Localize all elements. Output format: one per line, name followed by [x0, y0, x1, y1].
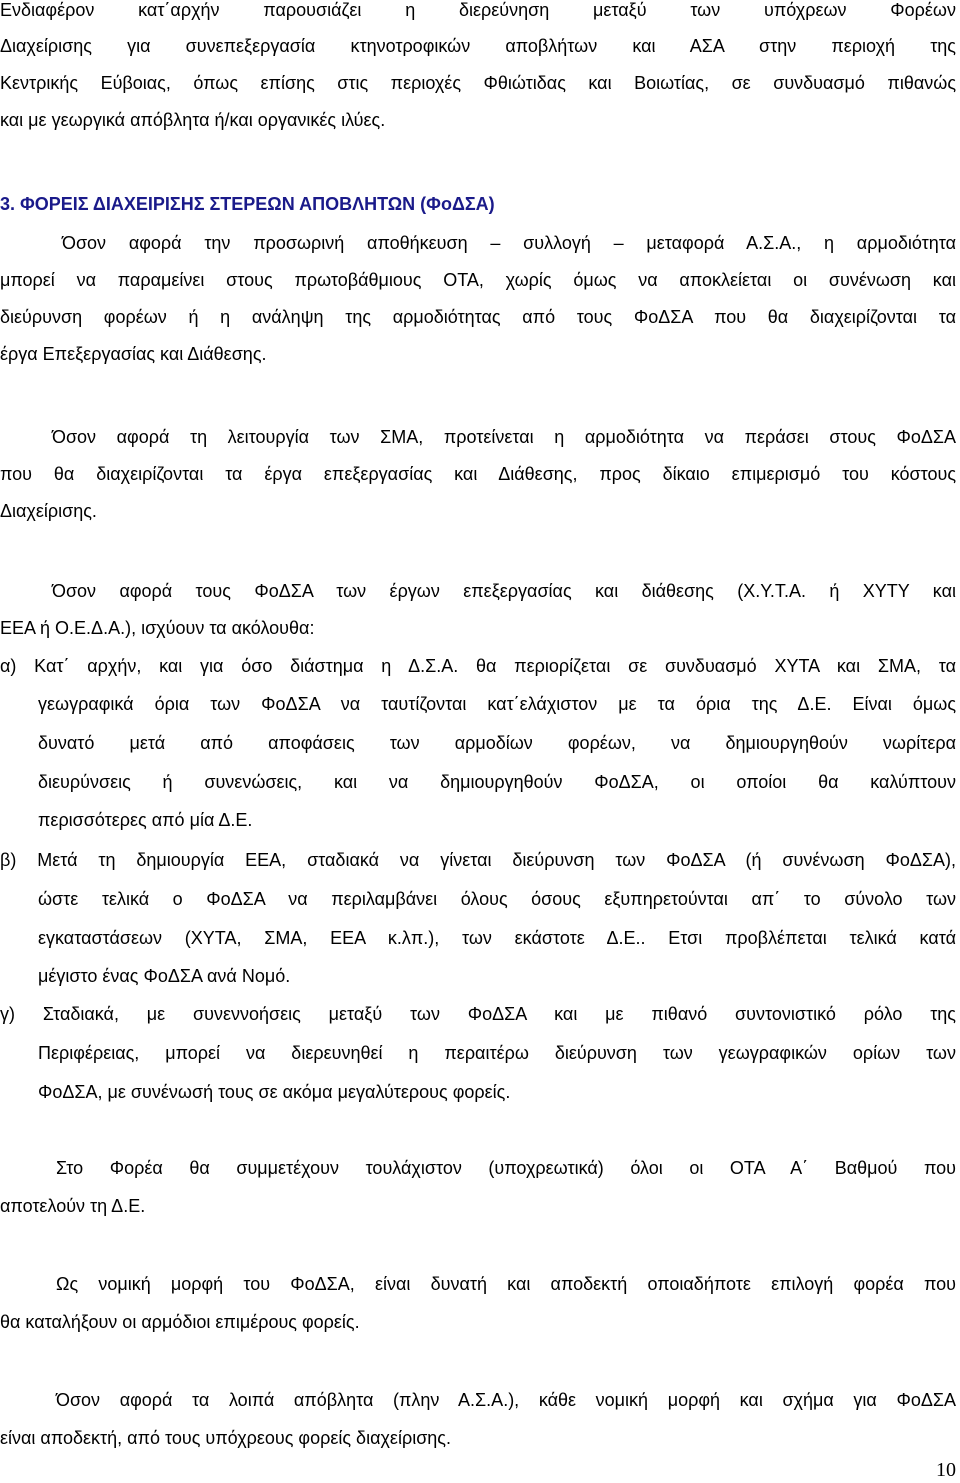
text-line: Περιφέρειας, μπορεί να διερευνηθεί η περαιτέρω διεύρυνση των γεωγραφικών ορίων των: [38, 1043, 956, 1063]
text-line: Ως νομική μορφή του ΦοΔΣΑ, είναι δυνατή και αποδεκτή οποιαδήποτε επιλογή φορέα που: [56, 1274, 956, 1294]
list-item-b: β) Μετά τη δημιουργία ΕΕΑ, σταδιακά να γίνεται διεύρυνση των ΦοΔΣΑ (ή συνένωση ΦοΔΣΑ),: [0, 850, 956, 870]
text-line: Όσον αφορά τη λειτουργία των ΣΜΑ, προτείνεται η αρμοδιότητα να περάσει στους ΦοΔΣΑ: [52, 427, 956, 447]
text-line: ώστε τελικά ο ΦοΔΣΑ να περιλαμβάνει όλους όσους εξυπηρετούνται απ΄ το σύνολο των: [38, 889, 956, 909]
page-number: 10: [936, 1459, 956, 1481]
text-line: ΦοΔΣΑ, με συνένωσή τους σε ακόμα μεγαλύτερους φορείς.: [38, 1082, 511, 1102]
text-line: διευρύνσεις ή συνενώσεις, και να δημιουργηθούν ΦοΔΣΑ, οι οποίοι θα καλύπτουν: [38, 772, 956, 792]
text-line: είναι αποδεκτή, από τους υπόχρεους φορείς διαχείρισης.: [0, 1428, 451, 1448]
section-heading: 3. ΦΟΡΕΙΣ ΔΙΑΧΕΙΡΙΣΗΣ ΣΤΕΡΕΩΝ ΑΠΟΒΛΗΤΩΝ (ΦοΔΣΑ): [0, 194, 495, 214]
text-line: μέγιστο ένας ΦοΔΣΑ ανά Νομό.: [38, 966, 291, 986]
text-line: ΕΕΑ ή Ο.Ε.Δ.Α.), ισχύουν τα ακόλουθα:: [0, 618, 315, 638]
text-line: Ενδιαφέρον κατ΄αρχήν παρουσιάζει η διερεύνηση μεταξύ των υπόχρεων Φορέων: [0, 0, 956, 20]
text-line: δυνατό μετά από αποφάσεις των αρμοδίων φορέων, να δημιουργηθούν νωρίτερα: [38, 733, 956, 753]
text-line: εγκαταστάσεων (ΧΥΤΑ, ΣΜΑ, ΕΕΑ κ.λπ.), των εκάστοτε Δ.Ε.. Ετσι προβλέπεται τελικά κατά: [38, 928, 956, 948]
text-line: Διαχείρισης για συνεπεξεργασία κτηνοτροφικών αποβλήτων και ΑΣΑ στην περιοχή της: [0, 36, 956, 56]
text-line: θα καταλήξουν οι αρμόδιοι επιμέρους φορείς.: [0, 1312, 360, 1332]
text-line: διεύρυνση φορέων ή η ανάληψη της αρμοδιότητας από τους ΦοΔΣΑ που θα διαχειρίζονται τα: [0, 307, 956, 327]
text-line: γεωγραφικά όρια των ΦοΔΣΑ να ταυτίζονται κατ΄ελάχιστον με τα όρια της Δ.Ε. Είναι όμως: [38, 694, 956, 714]
text-line: Όσον αφορά τα λοιπά απόβλητα (πλην Α.Σ.Α.), κάθε νομική μορφή και σχήμα για ΦοΔΣΑ: [56, 1390, 956, 1410]
text-line: Διαχείρισης.: [0, 501, 97, 521]
text-line: και με γεωργικά απόβλητα ή/και οργανικές ιλύες.: [0, 110, 386, 130]
text-line: Στο Φορέα θα συμμετέχουν τουλάχιστον (υποχρεωτικά) όλοι οι ΟΤΑ Α΄ Βαθμού που: [56, 1158, 956, 1178]
list-item-c: γ) Σταδιακά, με συνεννοήσεις μεταξύ των ΦοΔΣΑ και με πιθανό συντονιστικό ρόλο της: [0, 1004, 956, 1024]
text-line: έργα Επεξεργασίας και Διάθεσης.: [0, 344, 267, 364]
text-line: μπορεί να παραμείνει στους πρωτοβάθμιους ΟΤΑ, χωρίς όμως να αποκλείεται οι συνένωση και: [0, 270, 956, 290]
text-line: Όσον αφορά την προσωρινή αποθήκευση – συλλογή – μεταφορά Α.Σ.Α., η αρμοδιότητα: [62, 233, 956, 253]
text-line: Κεντρικής Εύβοιας, όπως επίσης στις περιοχές Φθιώτιδας και Βοιωτίας, σε συνδυασμό πιθανώς: [0, 73, 956, 93]
list-item-a: α) Κατ΄ αρχήν, και για όσο διάστημα η Δ.Σ.Α. θα περιορίζεται σε συνδυασμό ΧΥΤΑ και ΣΜΑ, τα: [0, 656, 956, 676]
text-line: αποτελούν τη Δ.Ε.: [0, 1196, 146, 1216]
text-line: που θα διαχειρίζονται τα έργα επεξεργασίας και Διάθεσης, προς δίκαιο επιμερισμό του κόστους: [0, 464, 956, 484]
text-line: περισσότερες από μία Δ.Ε.: [38, 810, 253, 830]
text-line: Όσον αφορά τους ΦοΔΣΑ των έργων επεξεργασίας και διάθεσης (Χ.Υ.Τ.Α. ή ΧΥΤΥ και: [52, 581, 956, 601]
